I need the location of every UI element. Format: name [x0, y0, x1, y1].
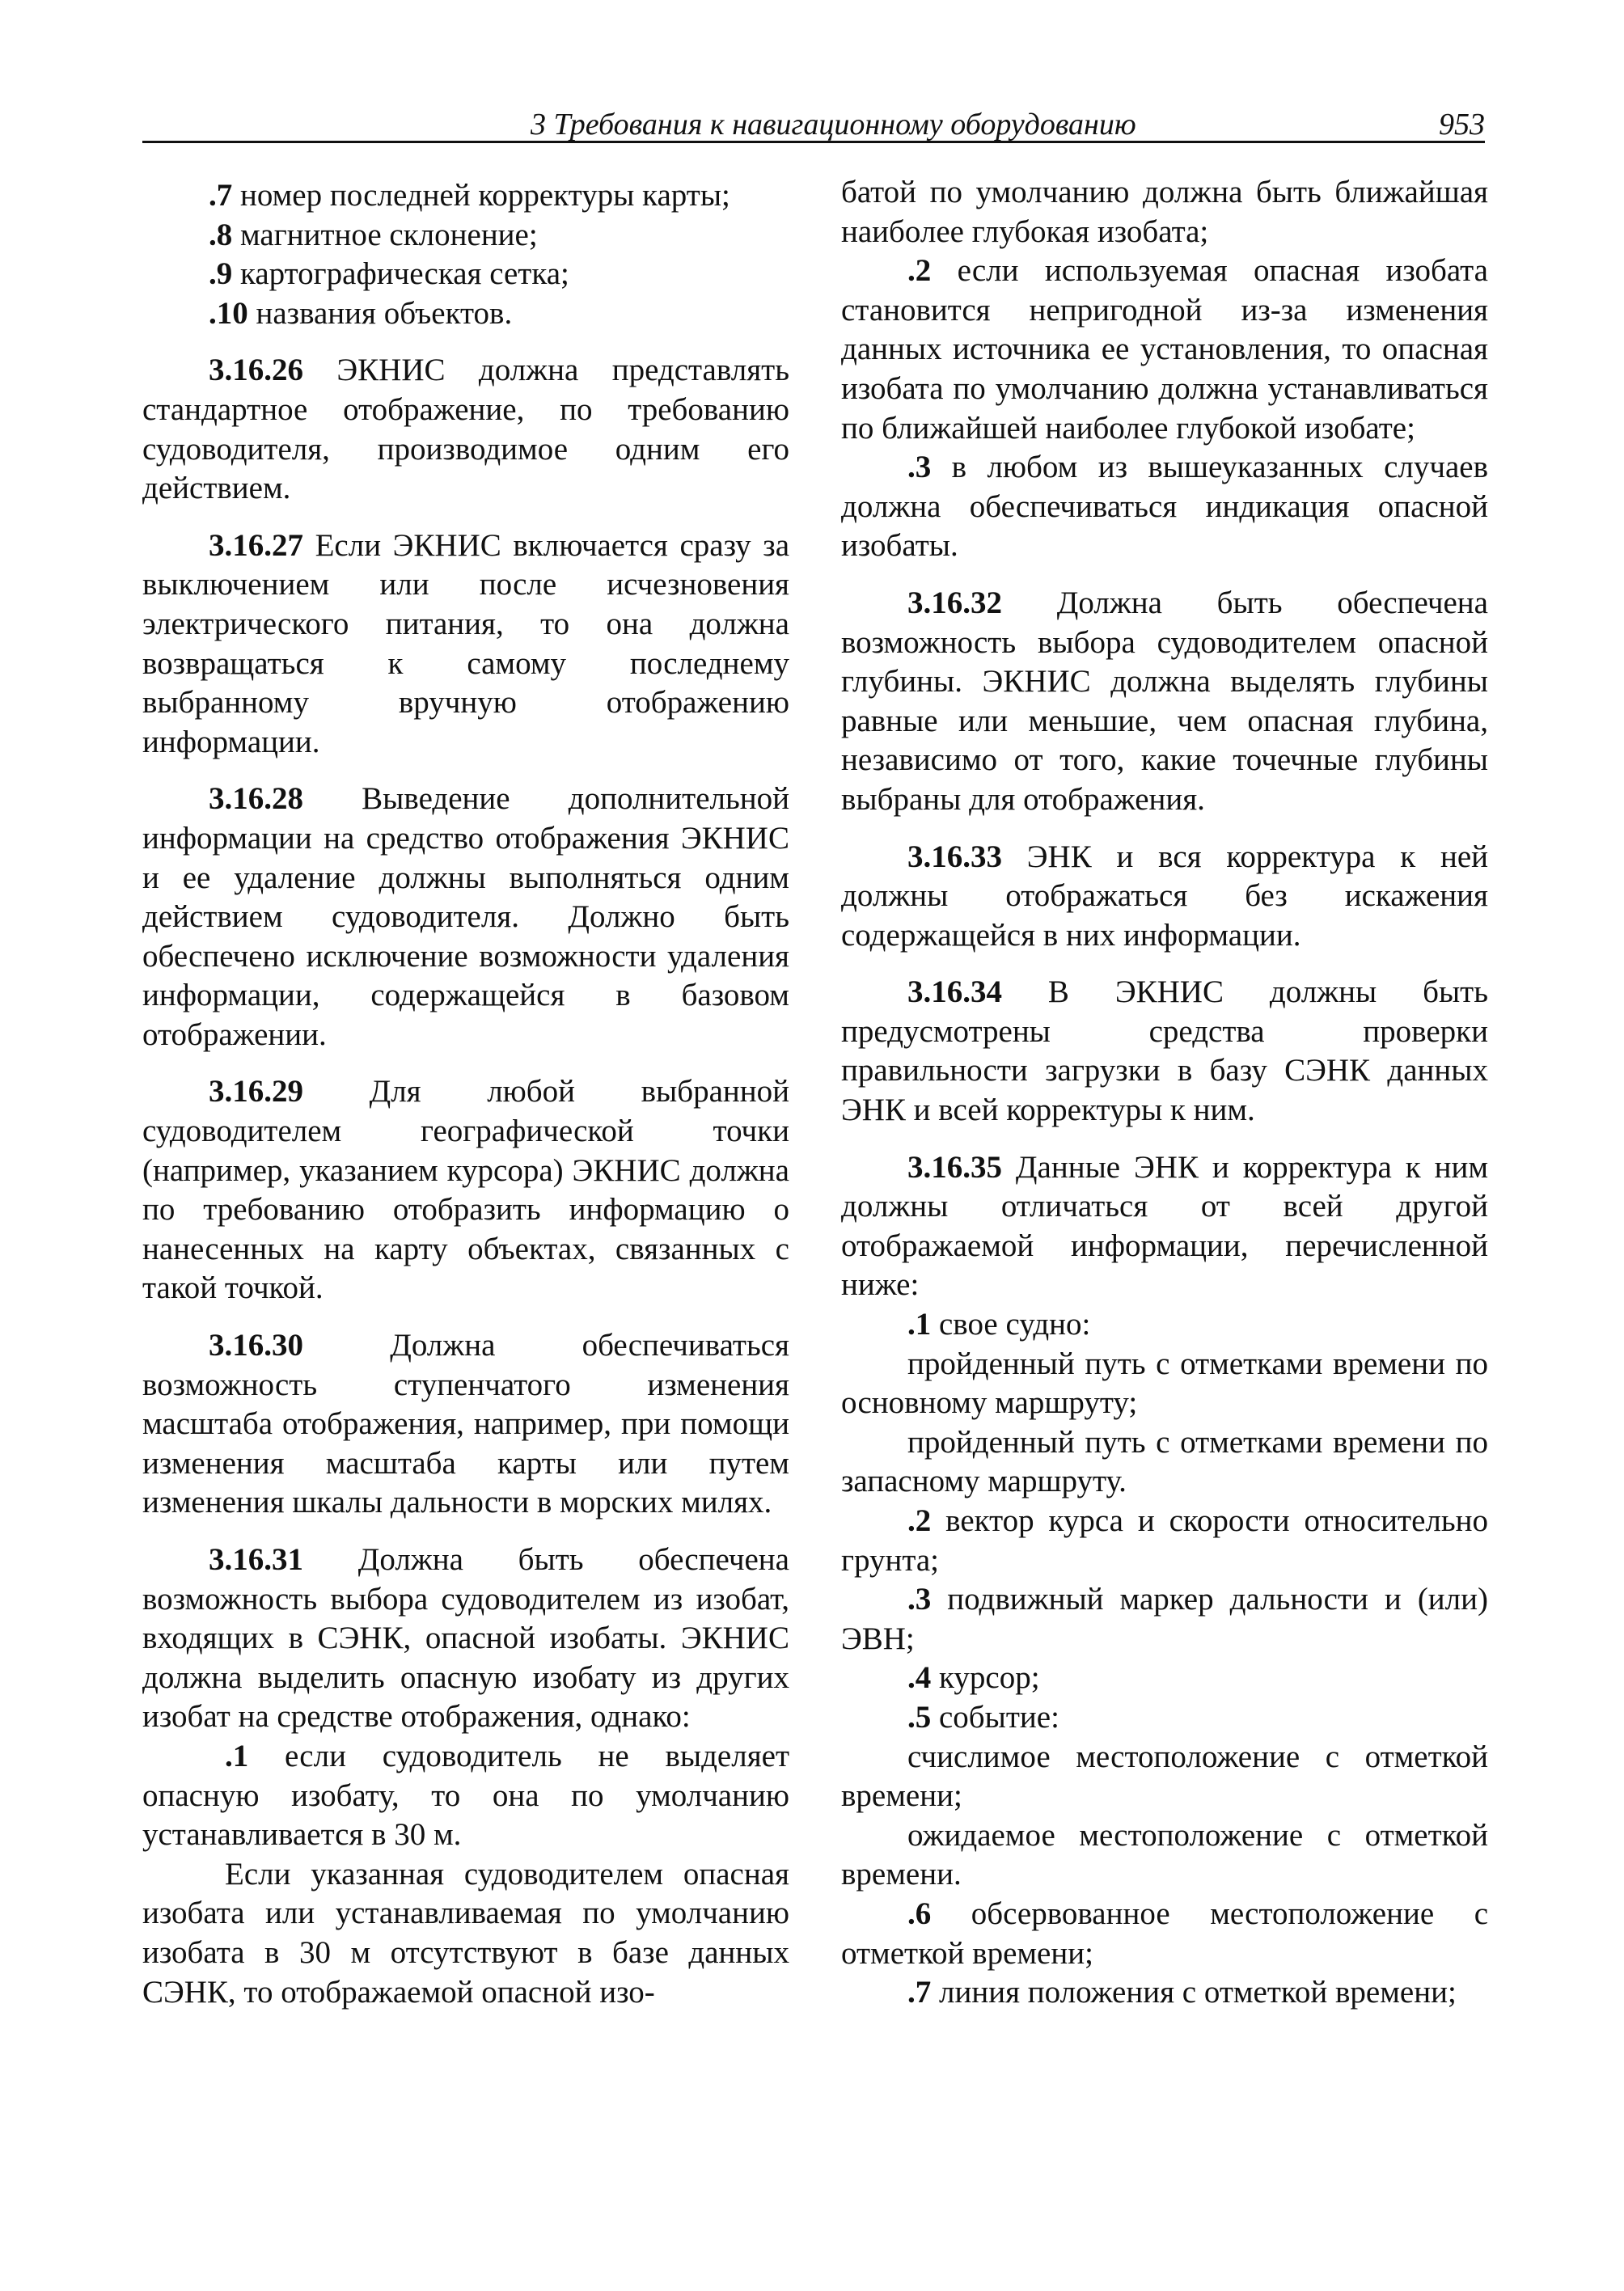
right-column — [841, 173, 1488, 2013]
item-number: .4 — [907, 1660, 932, 1696]
section-number: 3.16.31 — [209, 1542, 303, 1577]
paragraph-continued: батой по умолчанию должна быть ближайшая наиболее глубокая изобата; — [841, 175, 1488, 249]
section-text: Должна обеспечиваться возможность ступенчатого изменения масштаба отображения, например, при помощи изменения масштаба карты или путем изменения шкалы дальности в морских милях. — [142, 1328, 789, 1520]
list-item — [142, 294, 789, 334]
item-number: .7 — [209, 178, 233, 213]
item-text: в любом из вышеуказанных случаев должна обеспечиваться индикация опасной изобаты. — [841, 450, 1488, 564]
item-text: линия положения с отметкой времени; — [931, 1975, 1457, 2010]
section-number: 3.16.33 — [907, 839, 1002, 874]
section-text: В ЭКНИС должны быть предусмотрены средства проверки правильности загрузки в базу СЭНК данных ЭНК и всей корректуры к ним. — [841, 974, 1488, 1128]
section-3-16-29 — [142, 1072, 789, 1308]
item-number: .2 — [907, 253, 932, 289]
paragraph: Если указанная судоводителем опасная изобата или устанавливаемая по умолчанию изобата в 30 м отсутствуют в базе данных СЭНК, то отображаемой опасной изо- — [142, 1856, 789, 2010]
section-3-16-26 — [142, 351, 789, 508]
list-item — [841, 1973, 1488, 2013]
item-text: событие: — [931, 1699, 1059, 1735]
section-number: 3.16.32 — [907, 585, 1002, 620]
section-text: Выведение дополнительной информации на средство отображения ЭКНИС и ее удаление должны выполняться одним действием судоводителя. Должно быть обеспечено исключение возможности удаления информации, содержащейся в базовом отображении. — [142, 781, 789, 1052]
section-number: 3.16.26 — [209, 353, 303, 388]
section-3-16-31 — [142, 1541, 789, 1737]
section-text: Должна быть обеспечена возможность выбора судоводителем опасной глубины. ЭКНИС должна выделять глубины равные или меньшие, чем опасная глубина, независимо от того, какие точечные глубины выбраны для отображения. — [841, 585, 1488, 817]
list-item — [142, 255, 789, 294]
list-item — [841, 1305, 1488, 1345]
item-number: .7 — [907, 1975, 932, 2010]
sub-item: пройденный путь с отметками времени по основному маршруту; — [841, 1346, 1488, 1421]
list-item — [841, 1502, 1488, 1580]
section-text: Если ЭКНИС включается сразу за выключением или после исчезновения электрического питания, то она должна возвращаться к самому последнему выбранному вручную отображению информации. — [142, 527, 789, 759]
section-3-16-33 — [841, 838, 1488, 956]
sub-item: ожидаемое местоположение с отметкой времени. — [841, 1817, 1488, 1892]
list-item — [841, 1895, 1488, 1973]
item-text: картографическая сетка; — [232, 256, 569, 292]
item-number: .1 — [225, 1738, 249, 1773]
item-text: магнитное склонение; — [232, 217, 538, 252]
list-item — [142, 1737, 789, 1855]
list-item — [142, 176, 789, 216]
section-number: 3.16.34 — [907, 974, 1002, 1010]
section-3-16-27 — [142, 526, 789, 763]
section-number: 3.16.27 — [209, 527, 303, 563]
item-text: обсервованное местоположение с отметкой времени; — [841, 1896, 1488, 1971]
list-item — [841, 1659, 1488, 1698]
item-number: .5 — [907, 1699, 932, 1735]
section-3-16-28 — [142, 780, 789, 1055]
item-number: .9 — [209, 256, 233, 292]
section-number: 3.16.30 — [209, 1328, 303, 1363]
section-text: Данные ЭНК и корректура к ним должны отличаться от всей другой отображаемой информации, перечисленной ниже: — [841, 1149, 1488, 1303]
item-number: .1 — [907, 1307, 932, 1342]
section-number: 3.16.35 — [907, 1149, 1002, 1185]
list-item — [841, 448, 1488, 566]
list-item — [142, 216, 789, 256]
section-text: Должна быть обеспечена возможность выбора судоводителем из изобат, входящих в СЭНК, опасной изобаты. ЭКНИС должна выделить опасную изобату из других изобат на средстве отображения, однако: — [142, 1542, 789, 1735]
section-number: 3.16.29 — [209, 1074, 303, 1110]
running-header — [142, 104, 1485, 143]
item-text: если используемая опасная изобата становится непригодной из-за изменения данных источника ее установления, то опасная изобата по умолчанию должна устанавливаться по ближайшей наиболее глубокой изобате; — [841, 253, 1488, 446]
item-text: вектор курса и скорости относительно грунта; — [841, 1503, 1488, 1578]
sub-item: счислимое местоположение с отметкой времени; — [841, 1739, 1488, 1814]
sub-item: пройденный путь с отметками времени по запасному маршруту. — [841, 1424, 1488, 1499]
item-text: подвижный маркер дальности и (или) ЭВН; — [841, 1582, 1488, 1656]
section-3-16-34 — [841, 973, 1488, 1130]
item-text: названия объектов. — [247, 295, 513, 331]
item-number: .2 — [907, 1503, 932, 1538]
section-3-16-30 — [142, 1326, 789, 1523]
page-number: 953 — [1439, 108, 1485, 142]
item-number: .3 — [907, 450, 932, 485]
section-number: 3.16.28 — [209, 781, 303, 817]
section-text: Для любой выбранной судоводителем географической точки (например, указанием курсора) ЭКНИС должна по требованию отобразить информацию о нанесенных на карту объектах, связанных с такой точкой. — [142, 1074, 789, 1306]
item-number: .6 — [907, 1896, 932, 1931]
left-column — [142, 176, 789, 2012]
list-item — [841, 252, 1488, 448]
list-item — [841, 1580, 1488, 1659]
section-3-16-35 — [841, 1148, 1488, 1305]
item-number: .8 — [209, 217, 233, 252]
list-item — [841, 1698, 1488, 1738]
section-3-16-32 — [841, 584, 1488, 820]
item-text: курсор; — [931, 1660, 1040, 1696]
item-number: .3 — [907, 1582, 932, 1617]
item-text: если судоводитель не выделяет опасную изобату, то она по умолчанию устанавливается в 30 м. — [142, 1738, 789, 1853]
item-text: номер последней корректуры карты; — [232, 178, 730, 213]
header-title: 3 Требования к навигационному оборудованию — [531, 108, 1136, 142]
section-text: ЭКНИС должна представлять стандартное отображение, по требованию судоводителя, производимое одним его действием. — [142, 353, 789, 506]
item-number: .10 — [209, 295, 248, 331]
item-text: свое судно: — [931, 1307, 1091, 1342]
section-text: ЭНК и вся корректура к ней должны отображаться без искажения содержащейся в них информации. — [841, 839, 1488, 953]
